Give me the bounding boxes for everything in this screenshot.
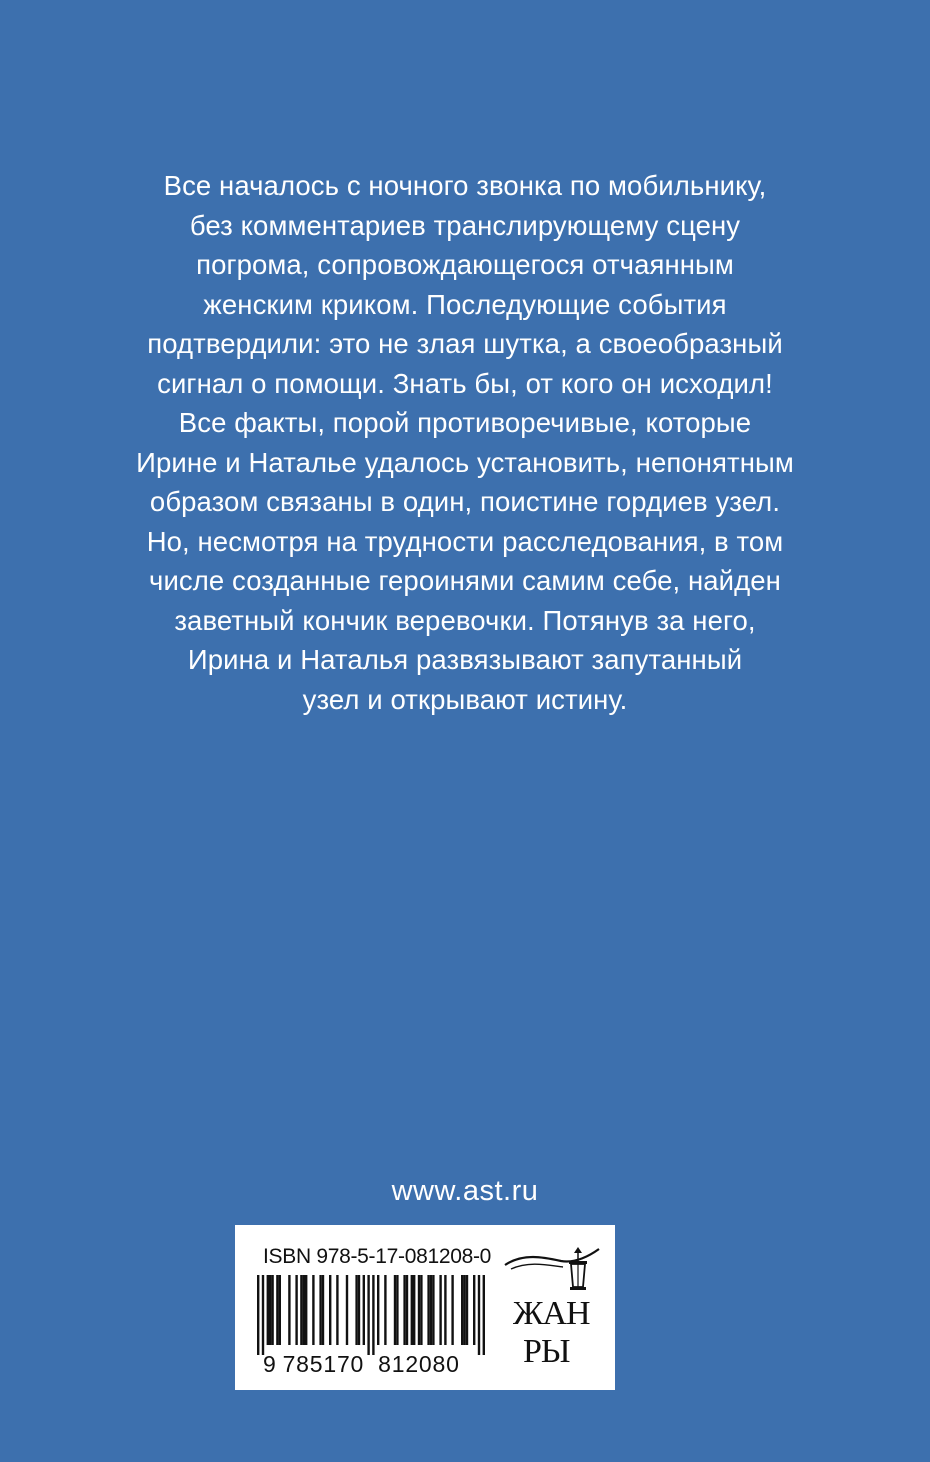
barcode-digits-left: 785170 [282,1351,365,1377]
barcode-bar [269,1275,271,1345]
logo-text-top: ЖАН [513,1295,590,1332]
barcode-bar [430,1275,432,1345]
barcode-bar [367,1275,369,1355]
barcode-digit-first: 9 [263,1351,277,1377]
barcode-bar [279,1275,281,1345]
barcode-bar [451,1275,453,1345]
barcode-digits [263,1351,460,1378]
barcode-bar [413,1275,415,1345]
annotation-line: Все началось с ночного звонка по мобильнику, [163,170,767,201]
barcode-bar [420,1275,422,1345]
barcode-bar [483,1275,485,1355]
annotation-line: Все факты, порой противоречивые, которые [178,407,752,438]
barcode-bar [411,1275,413,1345]
barcode-bar [303,1275,305,1345]
barcode-bar [322,1275,324,1345]
barcode-bar [394,1275,396,1345]
barcode-bar [427,1275,429,1345]
barcode-digits-right: 812080 [378,1351,460,1377]
barcode-label [235,1225,615,1390]
annotation-text [60,166,870,719]
barcode-bar [329,1275,331,1345]
barcode-bar [276,1275,278,1345]
logo-text-bottom: РЫ [523,1333,570,1370]
barcode-bar [336,1275,338,1345]
annotation-line: Но, несмотря на трудности расследования, в том [146,525,784,557]
barcode-bar [384,1275,386,1345]
barcode-bar [463,1275,465,1345]
annotation-line: погрома, сопровождающегося отчаянным [196,249,734,280]
publisher-website: www.ast.ru [391,1175,539,1207]
isbn-number: ISBN 978-5-17-081208-0 [263,1245,492,1268]
barcode-bar [312,1275,314,1345]
barcode-bar [432,1275,434,1345]
barcode-bar [267,1275,269,1345]
annotation-line: числе созданные героинями самим себе, найден [149,565,781,596]
annotation-line: заветный кончик веревочки. Потянув за него, [174,604,756,636]
zhanry-series-logo [503,1235,607,1385]
barcode-bar [295,1275,297,1345]
barcode-bar [346,1275,348,1345]
barcode-bar [363,1275,365,1345]
barcode-bar [372,1275,374,1355]
barcode-bar [305,1275,307,1345]
annotation-line: без комментариев транслирующему сцену [189,209,741,241]
barcode-bar [355,1275,357,1345]
barcode-bar [262,1275,264,1355]
barcode-bar [319,1275,321,1345]
annotation-line: сигнал о помощи. Знать бы, от кого он исходил! [157,367,773,399]
annotation-line: узел и открывают истину. [302,683,628,715]
barcode-bar [473,1275,475,1345]
barcode-bar [403,1275,405,1345]
barcode-bar [377,1275,379,1345]
barcode-bar [444,1275,446,1345]
annotation-line: Ирине и Наталье удалось установить, непонятным [136,446,794,478]
barcode-bar [478,1275,480,1355]
barcode-bars [257,1275,495,1357]
barcode-bar [300,1275,302,1345]
barcode-bar [288,1275,290,1345]
barcode-bar [461,1275,463,1345]
barcode-bar [406,1275,408,1345]
barcode-bar [358,1275,360,1345]
barcode-bar [466,1275,468,1345]
annotation-line: женским криком. Последующие события [203,288,727,320]
barcode-bar [396,1275,398,1345]
barcode-bar [418,1275,420,1345]
annotation-line: Ирина и Наталья развязывают запутанный [187,644,743,675]
annotation-line: образом связаны в один, поистине гордиев узел. [149,486,781,517]
barcode-bar [257,1275,259,1355]
barcode-bar [439,1275,441,1345]
barcode-bar [271,1275,273,1345]
annotation-line: подтвердили: это не злая шутка, а своеобразный [147,328,783,359]
